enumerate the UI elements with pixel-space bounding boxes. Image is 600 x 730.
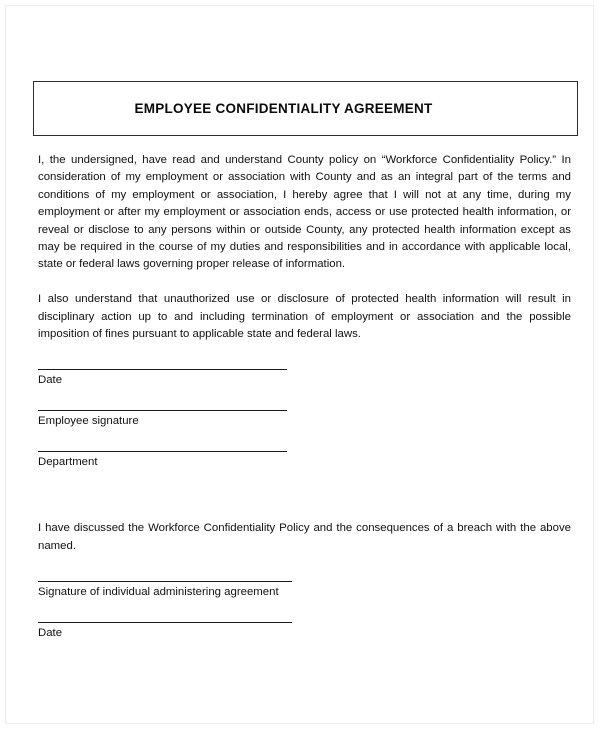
signature-label-date-2: Date	[38, 627, 63, 640]
spacer	[38, 343, 571, 369]
spacer	[38, 600, 571, 622]
paragraph-spacer	[38, 274, 571, 291]
signature-label-employee: Employee signature	[38, 415, 139, 428]
spacer	[38, 429, 571, 451]
signature-label-administrator: Signature of individual administering agreement	[38, 586, 279, 599]
spacer	[38, 470, 571, 520]
signature-label-date-1: Date	[38, 374, 63, 387]
document-body	[38, 152, 571, 641]
signature-block-department	[38, 451, 571, 470]
signature-block-employee	[38, 410, 571, 429]
paragraph-discussion-acknowledgement: I have discussed the Workforce Confidentiality Policy and the consequences of a breach with the above named.	[38, 522, 571, 552]
paragraph-confidentiality-agreement: I, the undersigned, have read and understand County policy on “Workforce Confidentiality Policy.” In consideration of my employment or association with County and as an integral part of the terms and conditions of my employment or association, I hereby agree that I will not at any time, during my employment or after my employment or association ends, access or use protected health information, or reveal or disclose to any persons within or outside County, any protected health information except as may be required in the course of my duties and responsibilities and in accordance with applicable local, state or federal laws governing proper release of information.	[38, 154, 571, 271]
paragraph-unauthorized-disclosure: I also understand that unauthorized use or disclosure of protected health information will result in disciplinary action up to and including termination of employment or association and the possible imposition of fines pursuant to applicable state and federal laws.	[38, 293, 571, 341]
spacer	[38, 388, 571, 410]
signature-block-administrator	[38, 581, 571, 600]
spacer	[38, 555, 571, 581]
page-title: EMPLOYEE CONFIDENTIALITY AGREEMENT	[134, 101, 433, 116]
title-box	[33, 81, 578, 136]
signature-label-department: Department	[38, 456, 98, 469]
signature-block-date-1	[38, 369, 571, 388]
signature-block-date-2	[38, 622, 571, 641]
